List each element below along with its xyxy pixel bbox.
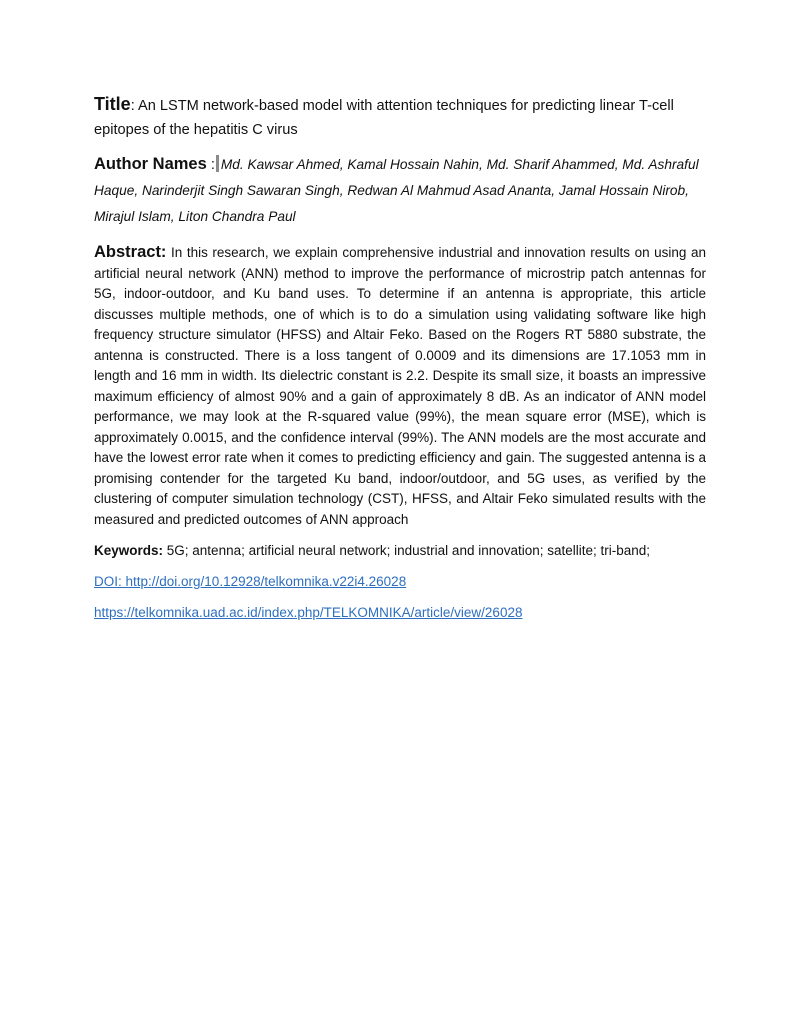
title-paragraph — [94, 92, 706, 142]
keywords-text: 5G; antenna; artificial neural network; industrial and innovation; satellite; tri-band; — [163, 543, 651, 558]
abstract-paragraph — [94, 242, 706, 530]
doi-paragraph — [94, 571, 706, 593]
authors-list: Md. Kawsar Ahmed, Kamal Hossain Nahin, Md. Sharif Ahammed, Md. Ashraful Haque, Narinderjit Singh Sawaran Singh, Redwan Al Mahmud Asad Ananta, Jamal Hossain Nirob, Mirajul Islam, Liton Chandra Paul — [94, 157, 699, 224]
document-content — [94, 92, 706, 633]
authors-paragraph — [94, 152, 706, 230]
authors-label: Author Names — [94, 155, 207, 173]
abstract-label: Abstract: — [94, 243, 167, 261]
article-url-paragraph — [94, 602, 706, 624]
keywords-label: Keywords: — [94, 543, 164, 558]
keywords-paragraph — [94, 540, 706, 562]
title-label: Title — [94, 94, 131, 114]
abstract-text: In this research, we explain comprehensive industrial and innovation results on using an artificial neural network (ANN) method to improve the performance of microstrip patch antennas for 5G, indoor-outdoor, and Ku band uses. To determine if an antenna is appropriate, this article discusses multiple methods, one of which is to do a simulation using validating software like high frequency structure simulator (HFSS) and Altair Feko. Based on the Rogers RT 5880 substrate, the antenna is constructed. There is a loss tangent of 0.0009 and its dimensions are 17.1053 mm in length and 16 mm in width. Its dielectric constant is 2.2. Despite its small size, it boasts an impressive maximum efficiency of almost 90% and a gain of approximately 8 dB. As an indicator of ANN model performance, we may look at the R-squared value (99%), the mean square error (MSE), which is approximately 0.0015, and the confidence interval (99%). The ANN models are the most accurate and have the lowest error rate when it comes to predicting efficiency and gain. The suggested antenna is a promising contender for the targeted Ku band, indoor/outdoor, and 5G uses, as verified by the clustering of computer simulation technology (CST), HFSS, and Altair Feko simulated results with the measured and predicted outcomes of ANN approach — [94, 245, 706, 527]
title-text: : An LSTM network-based model with attention techniques for predicting linear T-cell epitopes of the hepatitis C virus — [94, 98, 674, 138]
text-cursor-icon — [216, 155, 219, 172]
authors-colon: : — [206, 157, 215, 173]
article-url-link[interactable]: https://telkomnika.uad.ac.id/index.php/TELKOMNIKA/article/view/26028 — [94, 605, 523, 620]
doi-link[interactable]: DOI: http://doi.org/10.12928/telkomnika.v22i4.26028 — [94, 574, 407, 589]
